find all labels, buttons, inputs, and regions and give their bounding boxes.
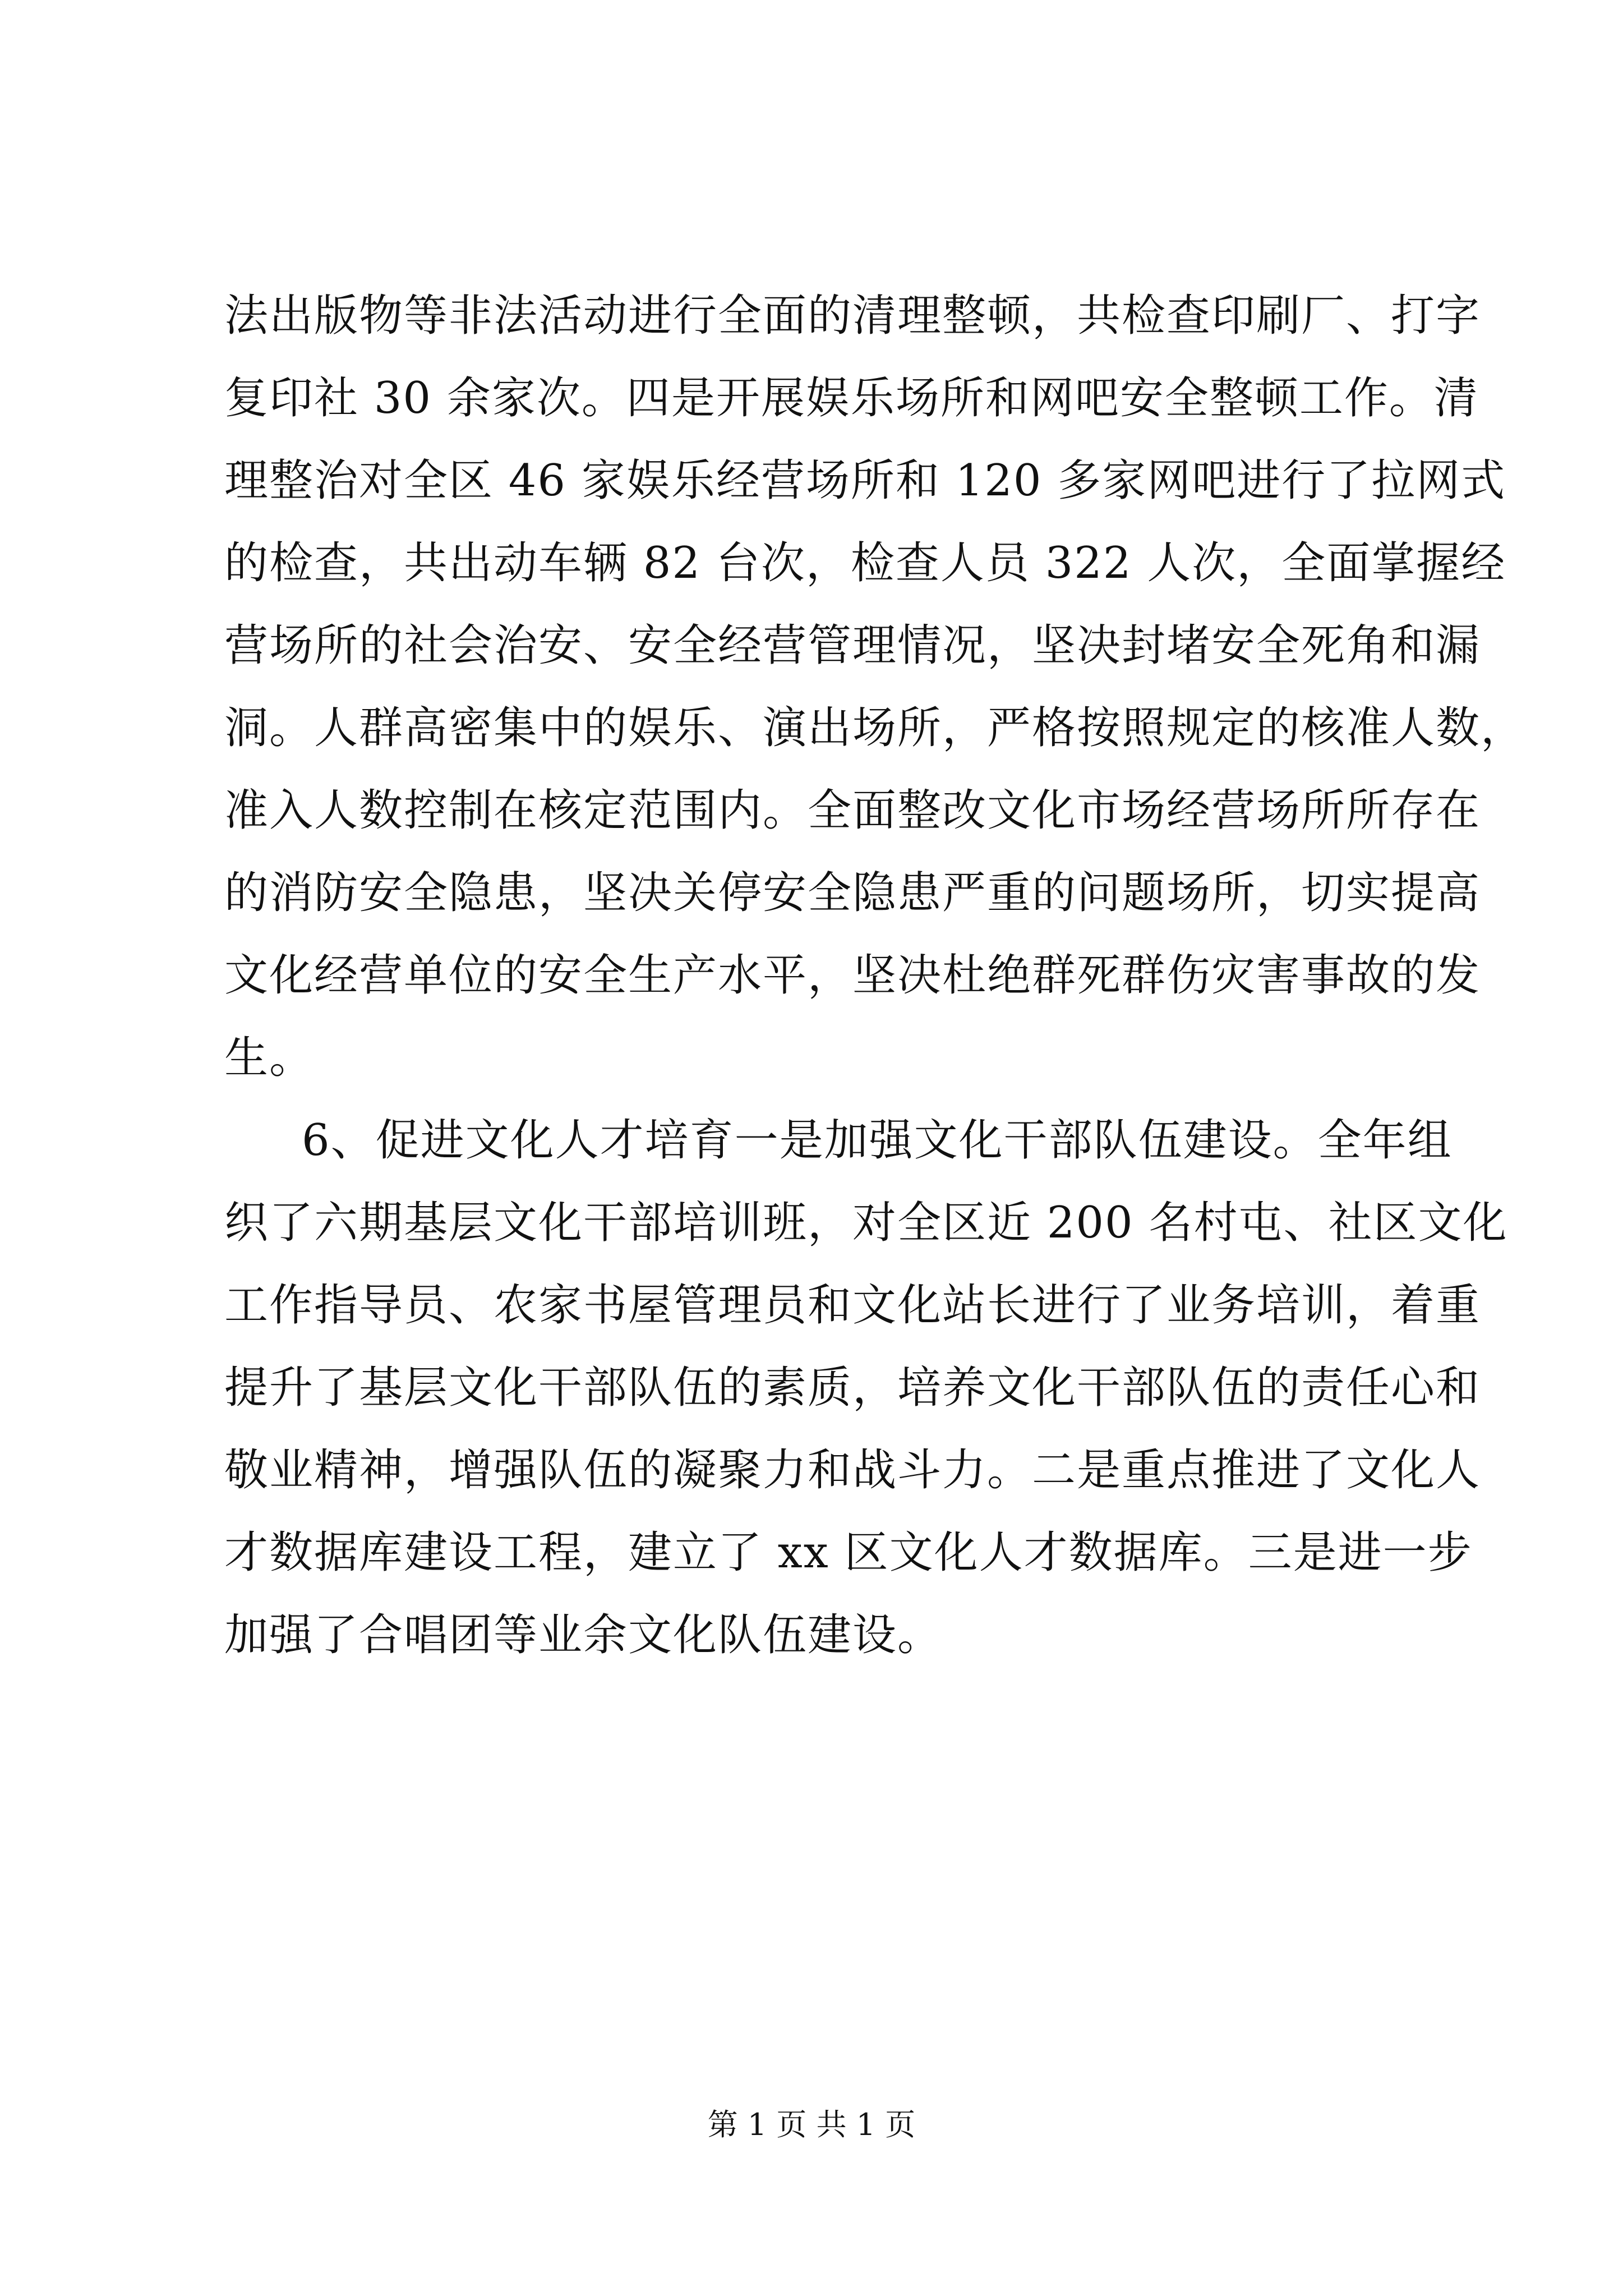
text-line: 的消防安全隐患，坚决关停安全隐患严重的问题场所，切实提高 [224,868,1481,918]
text-line: 理整治对全区 46 家娱乐经营场所和 120 多家网吧进行了拉网式 [224,455,1506,506]
paragraph-1 [224,275,1526,1099]
text-line: 才数据库建设工程，建立了 xx 区文化人才数据库。三是进一步 [224,1527,1473,1578]
text-line: 洞。人群高密集中的娱乐、演出场所，严格按照规定的核准人数， [224,703,1526,753]
text-line: 6、促进文化人才培育一是加强文化干部队伍建设。全年组 [302,1115,1453,1166]
text-line: 敬业精神，增强队伍的凝聚力和战斗力。二是重点推进了文化人 [224,1445,1481,1496]
text-line: 加强了合唱团等业余文化队伍建设。 [224,1610,943,1660]
text-line: 法出版物等非法活动进行全面的清理整顿，共检查印刷厂、打字 [224,291,1481,341]
text-line: 工作指导员、农家书屋管理员和文化站长进行了业务培训，着重 [224,1280,1481,1331]
text-line: 的检查，共出动车辆 82 台次，检查人员 322 人次，全面掌握经 [224,538,1506,588]
text-line: 营场所的社会治安、安全经营管理情况，坚决封堵安全死角和漏 [224,620,1481,671]
text-line: 提升了基层文化干部队伍的素质，培养文化干部队伍的责任心和 [224,1363,1481,1413]
text-line: 生。 [224,1033,315,1083]
text-line: 文化经营单位的安全生产水平，坚决杜绝群死群伤灾害事故的发 [224,950,1481,1001]
paragraph-2 [224,1099,1508,1677]
page-number-footer: 第 1 页 共 1 页 [707,2107,916,2142]
text-line: 复印社 30 余家次。四是开展娱乐场所和网吧安全整顿工作。清 [224,373,1479,424]
body-text [224,275,1526,1677]
text-line: 准入人数控制在核定范围内。全面整改文化市场经营场所所存在 [224,785,1481,836]
text-line: 织了六期基层文化干部培训班，对全区近 200 名村屯、社区文化 [224,1198,1508,1248]
